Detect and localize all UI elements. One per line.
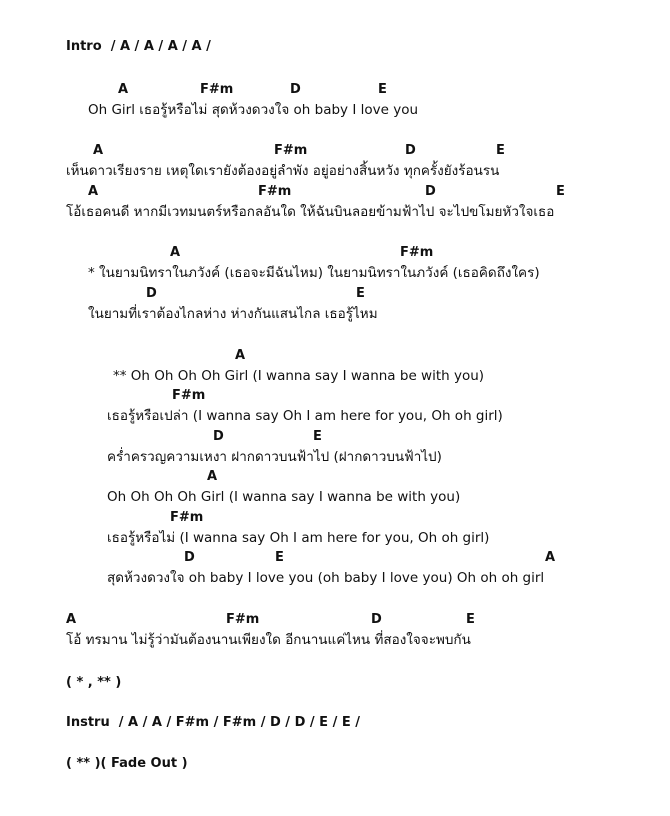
chord-a: A [170, 245, 181, 260]
chord-a: A [235, 348, 246, 363]
chord-a: A [93, 143, 104, 158]
outro-line: ( ** )( Fade Out ) [66, 756, 188, 771]
chord-fsharp-m: F#m [200, 82, 234, 97]
chord-d: D [405, 143, 416, 158]
chord-d: D [371, 612, 382, 627]
chord-e: E [496, 143, 505, 158]
lyric-line: เธอรู้หรือไม่ (I wanna say Oh I am here for you, Oh oh girl) [107, 530, 490, 546]
instru-line: Instru / A / A / F#m / F#m / D / D / E / E / [66, 715, 361, 730]
lyric-line: โอ้เธอคนดี หากมีเวทมนตร์หรือกลอันใด ให้ฉันบินลอยข้ามฟ้าไป จะไปขโมยหัวใจเธอ [66, 204, 555, 220]
chord-e: E [466, 612, 475, 627]
chord-d: D [290, 82, 301, 97]
chord-e: E [356, 286, 365, 301]
lyric-line: คร่ำครวญความเหงา ฝากดาวบนฟ้าไป (ฝากดาวบนฟ้าไป) [107, 449, 442, 465]
chord-a: A [118, 82, 129, 97]
chord-a: A [66, 612, 77, 627]
chord-d: D [213, 429, 224, 444]
lyric-line: Oh Girl เธอรู้หรือไม่ สุดห้วงดวงใจ oh baby I love you [88, 102, 419, 118]
chord-fsharp-m: F#m [274, 143, 308, 158]
chord-fsharp-m: F#m [170, 510, 204, 525]
chord-d: D [146, 286, 157, 301]
lyric-line: * ในยามนิทราในภวังค์ (เธอจะมีฉันไหม) ในยามนิทราในภวังค์ (เธอคิดถึงใคร) [88, 265, 540, 281]
lyric-line: โอ้ ทรมาน ไม่รู้ว่ามันต้องนานเพียงใด อีกนานแค่ไหน ที่สองใจจะพบกัน [66, 632, 471, 648]
chord-a: A [88, 184, 99, 199]
chord-e: E [556, 184, 565, 199]
chord-e: E [378, 82, 387, 97]
chord-e: E [313, 429, 322, 444]
chord-fsharp-m: F#m [258, 184, 292, 199]
chord-fsharp-m: F#m [400, 245, 434, 260]
lyric-line: Oh Oh Oh Oh Girl (I wanna say I wanna be with you) [107, 489, 461, 505]
chord-d: D [184, 550, 195, 565]
repeat-marker: ( * , ** ) [66, 675, 122, 690]
chord-fsharp-m: F#m [172, 388, 206, 403]
lyric-line: สุดห้วงดวงใจ oh baby I love you (oh baby I love you) Oh oh oh girl [107, 570, 545, 586]
chord-e: E [275, 550, 284, 565]
lyric-line: เห็นดาวเรียงราย เหตุใดเรายังต้องอยู่ลำพัง อยู่อย่างสิ้นหวัง ทุกครั้งยังร้อนรน [66, 163, 500, 179]
chord-a: A [207, 469, 218, 484]
chord-a: A [545, 550, 556, 565]
lyric-line: ในยามที่เราต้องไกลห่าง ห่างกันแสนไกล เธอรู้ไหม [88, 306, 378, 322]
lyric-line: ** Oh Oh Oh Oh Girl (I wanna say I wanna be with you) [113, 368, 485, 384]
intro-line: Intro / A / A / A / A / [66, 39, 211, 54]
chord-fsharp-m: F#m [226, 612, 260, 627]
chord-d: D [425, 184, 436, 199]
lyric-line: เธอรู้หรือเปล่า (I wanna say Oh I am here for you, Oh oh girl) [107, 408, 503, 424]
